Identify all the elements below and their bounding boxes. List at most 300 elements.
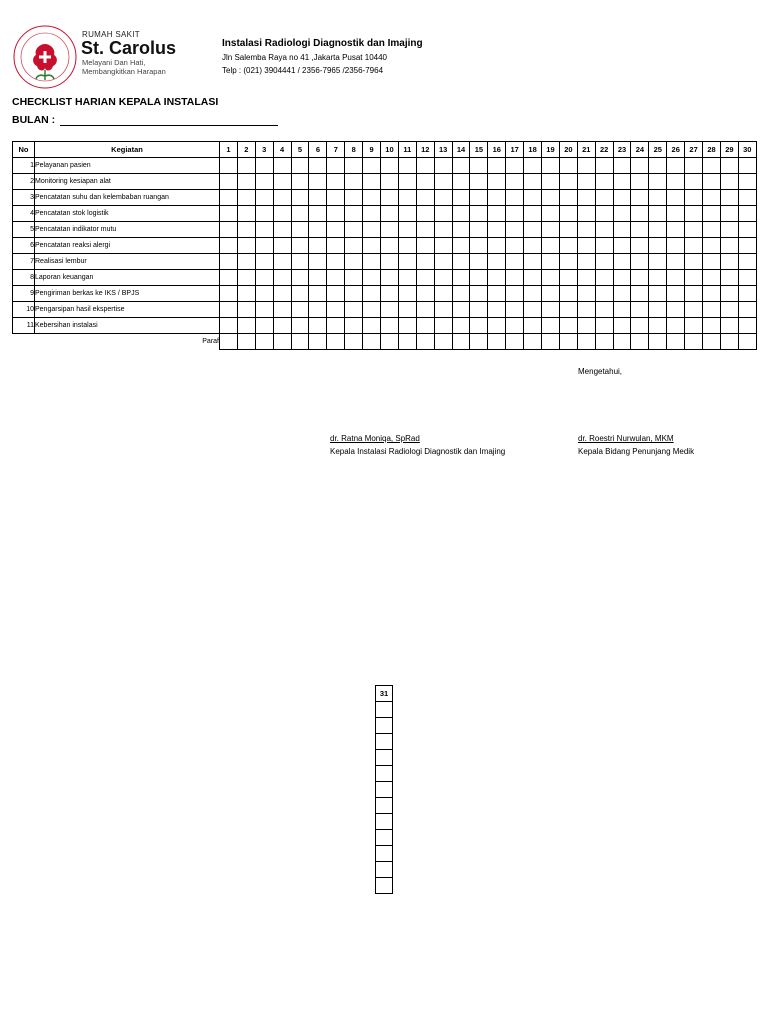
check-cell[interactable] bbox=[345, 286, 363, 302]
check-cell[interactable] bbox=[416, 206, 434, 222]
check-cell[interactable] bbox=[595, 222, 613, 238]
check-cell[interactable] bbox=[398, 158, 416, 174]
check-cell[interactable] bbox=[273, 238, 291, 254]
check-cell[interactable] bbox=[273, 158, 291, 174]
check-cell[interactable] bbox=[703, 286, 721, 302]
check-cell[interactable] bbox=[595, 254, 613, 270]
check-cell[interactable] bbox=[542, 318, 560, 334]
paraf-cell[interactable] bbox=[273, 334, 291, 350]
check-cell[interactable] bbox=[542, 238, 560, 254]
check-cell[interactable] bbox=[381, 270, 399, 286]
check-cell[interactable] bbox=[291, 270, 309, 286]
check-cell[interactable] bbox=[220, 270, 238, 286]
check-cell[interactable] bbox=[416, 238, 434, 254]
paraf-cell[interactable] bbox=[309, 334, 327, 350]
check-cell[interactable] bbox=[685, 222, 703, 238]
check-cell[interactable] bbox=[577, 206, 595, 222]
check-cell[interactable] bbox=[667, 302, 685, 318]
paraf-cell[interactable] bbox=[381, 334, 399, 350]
check-cell[interactable] bbox=[452, 222, 470, 238]
day-31-cell[interactable] bbox=[376, 750, 393, 766]
check-cell[interactable] bbox=[237, 254, 255, 270]
paraf-cell[interactable] bbox=[434, 334, 452, 350]
check-cell[interactable] bbox=[488, 222, 506, 238]
check-cell[interactable] bbox=[524, 302, 542, 318]
check-cell[interactable] bbox=[363, 270, 381, 286]
check-cell[interactable] bbox=[434, 254, 452, 270]
check-cell[interactable] bbox=[452, 190, 470, 206]
check-cell[interactable] bbox=[667, 222, 685, 238]
check-cell[interactable] bbox=[506, 190, 524, 206]
check-cell[interactable] bbox=[703, 222, 721, 238]
check-cell[interactable] bbox=[649, 174, 667, 190]
check-cell[interactable] bbox=[649, 318, 667, 334]
check-cell[interactable] bbox=[685, 206, 703, 222]
check-cell[interactable] bbox=[470, 238, 488, 254]
check-cell[interactable] bbox=[327, 206, 345, 222]
check-cell[interactable] bbox=[488, 190, 506, 206]
check-cell[interactable] bbox=[381, 302, 399, 318]
check-cell[interactable] bbox=[524, 254, 542, 270]
check-cell[interactable] bbox=[631, 254, 649, 270]
check-cell[interactable] bbox=[542, 222, 560, 238]
check-cell[interactable] bbox=[488, 318, 506, 334]
check-cell[interactable] bbox=[667, 238, 685, 254]
check-cell[interactable] bbox=[470, 222, 488, 238]
paraf-cell[interactable] bbox=[416, 334, 434, 350]
day-31-cell[interactable] bbox=[376, 814, 393, 830]
check-cell[interactable] bbox=[542, 254, 560, 270]
check-cell[interactable] bbox=[488, 286, 506, 302]
check-cell[interactable] bbox=[363, 222, 381, 238]
check-cell[interactable] bbox=[291, 318, 309, 334]
check-cell[interactable] bbox=[720, 238, 738, 254]
check-cell[interactable] bbox=[237, 174, 255, 190]
check-cell[interactable] bbox=[416, 174, 434, 190]
check-cell[interactable] bbox=[559, 158, 577, 174]
check-cell[interactable] bbox=[488, 206, 506, 222]
check-cell[interactable] bbox=[381, 318, 399, 334]
check-cell[interactable] bbox=[309, 254, 327, 270]
check-cell[interactable] bbox=[291, 190, 309, 206]
check-cell[interactable] bbox=[595, 286, 613, 302]
check-cell[interactable] bbox=[631, 222, 649, 238]
check-cell[interactable] bbox=[613, 302, 631, 318]
check-cell[interactable] bbox=[398, 174, 416, 190]
check-cell[interactable] bbox=[345, 158, 363, 174]
check-cell[interactable] bbox=[327, 254, 345, 270]
check-cell[interactable] bbox=[667, 254, 685, 270]
check-cell[interactable] bbox=[220, 158, 238, 174]
check-cell[interactable] bbox=[416, 302, 434, 318]
check-cell[interactable] bbox=[237, 302, 255, 318]
paraf-cell[interactable] bbox=[631, 334, 649, 350]
check-cell[interactable] bbox=[738, 158, 756, 174]
check-cell[interactable] bbox=[255, 238, 273, 254]
check-cell[interactable] bbox=[506, 254, 524, 270]
check-cell[interactable] bbox=[220, 222, 238, 238]
check-cell[interactable] bbox=[506, 302, 524, 318]
check-cell[interactable] bbox=[345, 222, 363, 238]
check-cell[interactable] bbox=[309, 238, 327, 254]
check-cell[interactable] bbox=[649, 190, 667, 206]
check-cell[interactable] bbox=[345, 206, 363, 222]
check-cell[interactable] bbox=[542, 190, 560, 206]
check-cell[interactable] bbox=[381, 238, 399, 254]
check-cell[interactable] bbox=[595, 270, 613, 286]
check-cell[interactable] bbox=[470, 158, 488, 174]
check-cell[interactable] bbox=[738, 238, 756, 254]
paraf-cell[interactable] bbox=[738, 334, 756, 350]
check-cell[interactable] bbox=[220, 286, 238, 302]
check-cell[interactable] bbox=[631, 286, 649, 302]
check-cell[interactable] bbox=[595, 206, 613, 222]
check-cell[interactable] bbox=[398, 270, 416, 286]
check-cell[interactable] bbox=[237, 222, 255, 238]
check-cell[interactable] bbox=[738, 254, 756, 270]
check-cell[interactable] bbox=[720, 286, 738, 302]
check-cell[interactable] bbox=[381, 222, 399, 238]
check-cell[interactable] bbox=[470, 318, 488, 334]
check-cell[interactable] bbox=[559, 238, 577, 254]
check-cell[interactable] bbox=[363, 238, 381, 254]
check-cell[interactable] bbox=[524, 270, 542, 286]
paraf-cell[interactable] bbox=[559, 334, 577, 350]
check-cell[interactable] bbox=[613, 254, 631, 270]
check-cell[interactable] bbox=[327, 222, 345, 238]
check-cell[interactable] bbox=[595, 158, 613, 174]
check-cell[interactable] bbox=[381, 190, 399, 206]
check-cell[interactable] bbox=[345, 238, 363, 254]
check-cell[interactable] bbox=[685, 286, 703, 302]
check-cell[interactable] bbox=[577, 318, 595, 334]
check-cell[interactable] bbox=[327, 318, 345, 334]
check-cell[interactable] bbox=[720, 174, 738, 190]
check-cell[interactable] bbox=[703, 190, 721, 206]
check-cell[interactable] bbox=[524, 206, 542, 222]
check-cell[interactable] bbox=[345, 254, 363, 270]
check-cell[interactable] bbox=[434, 206, 452, 222]
check-cell[interactable] bbox=[363, 318, 381, 334]
day-31-cell[interactable] bbox=[376, 862, 393, 878]
check-cell[interactable] bbox=[291, 254, 309, 270]
check-cell[interactable] bbox=[398, 238, 416, 254]
paraf-cell[interactable] bbox=[542, 334, 560, 350]
check-cell[interactable] bbox=[309, 190, 327, 206]
paraf-cell[interactable] bbox=[720, 334, 738, 350]
check-cell[interactable] bbox=[345, 190, 363, 206]
check-cell[interactable] bbox=[738, 302, 756, 318]
paraf-cell[interactable] bbox=[398, 334, 416, 350]
check-cell[interactable] bbox=[524, 318, 542, 334]
check-cell[interactable] bbox=[416, 158, 434, 174]
check-cell[interactable] bbox=[631, 174, 649, 190]
day-31-cell[interactable] bbox=[376, 702, 393, 718]
check-cell[interactable] bbox=[559, 190, 577, 206]
check-cell[interactable] bbox=[649, 302, 667, 318]
check-cell[interactable] bbox=[595, 174, 613, 190]
check-cell[interactable] bbox=[309, 318, 327, 334]
check-cell[interactable] bbox=[220, 174, 238, 190]
day-31-cell[interactable] bbox=[376, 734, 393, 750]
check-cell[interactable] bbox=[577, 286, 595, 302]
check-cell[interactable] bbox=[398, 254, 416, 270]
check-cell[interactable] bbox=[649, 206, 667, 222]
check-cell[interactable] bbox=[667, 318, 685, 334]
check-cell[interactable] bbox=[631, 302, 649, 318]
check-cell[interactable] bbox=[667, 174, 685, 190]
check-cell[interactable] bbox=[345, 302, 363, 318]
check-cell[interactable] bbox=[613, 286, 631, 302]
check-cell[interactable] bbox=[577, 270, 595, 286]
check-cell[interactable] bbox=[398, 318, 416, 334]
check-cell[interactable] bbox=[542, 302, 560, 318]
check-cell[interactable] bbox=[470, 174, 488, 190]
check-cell[interactable] bbox=[738, 174, 756, 190]
check-cell[interactable] bbox=[720, 206, 738, 222]
check-cell[interactable] bbox=[613, 318, 631, 334]
paraf-cell[interactable] bbox=[237, 334, 255, 350]
check-cell[interactable] bbox=[613, 174, 631, 190]
check-cell[interactable] bbox=[452, 302, 470, 318]
check-cell[interactable] bbox=[345, 270, 363, 286]
check-cell[interactable] bbox=[309, 158, 327, 174]
check-cell[interactable] bbox=[524, 174, 542, 190]
check-cell[interactable] bbox=[703, 206, 721, 222]
check-cell[interactable] bbox=[559, 254, 577, 270]
check-cell[interactable] bbox=[327, 174, 345, 190]
check-cell[interactable] bbox=[649, 222, 667, 238]
check-cell[interactable] bbox=[398, 190, 416, 206]
check-cell[interactable] bbox=[685, 318, 703, 334]
check-cell[interactable] bbox=[559, 206, 577, 222]
check-cell[interactable] bbox=[577, 302, 595, 318]
check-cell[interactable] bbox=[631, 270, 649, 286]
check-cell[interactable] bbox=[524, 286, 542, 302]
check-cell[interactable] bbox=[363, 158, 381, 174]
check-cell[interactable] bbox=[667, 190, 685, 206]
check-cell[interactable] bbox=[452, 174, 470, 190]
check-cell[interactable] bbox=[363, 254, 381, 270]
check-cell[interactable] bbox=[452, 158, 470, 174]
check-cell[interactable] bbox=[720, 270, 738, 286]
check-cell[interactable] bbox=[381, 158, 399, 174]
check-cell[interactable] bbox=[703, 174, 721, 190]
paraf-cell[interactable] bbox=[595, 334, 613, 350]
check-cell[interactable] bbox=[416, 254, 434, 270]
check-cell[interactable] bbox=[273, 206, 291, 222]
check-cell[interactable] bbox=[363, 206, 381, 222]
check-cell[interactable] bbox=[559, 318, 577, 334]
check-cell[interactable] bbox=[595, 190, 613, 206]
check-cell[interactable] bbox=[381, 254, 399, 270]
check-cell[interactable] bbox=[631, 318, 649, 334]
check-cell[interactable] bbox=[577, 238, 595, 254]
day-31-cell[interactable] bbox=[376, 718, 393, 734]
check-cell[interactable] bbox=[577, 222, 595, 238]
check-cell[interactable] bbox=[559, 302, 577, 318]
check-cell[interactable] bbox=[237, 158, 255, 174]
check-cell[interactable] bbox=[452, 286, 470, 302]
check-cell[interactable] bbox=[506, 206, 524, 222]
check-cell[interactable] bbox=[613, 270, 631, 286]
paraf-cell[interactable] bbox=[291, 334, 309, 350]
check-cell[interactable] bbox=[327, 158, 345, 174]
check-cell[interactable] bbox=[649, 254, 667, 270]
check-cell[interactable] bbox=[506, 238, 524, 254]
check-cell[interactable] bbox=[255, 190, 273, 206]
check-cell[interactable] bbox=[577, 254, 595, 270]
check-cell[interactable] bbox=[381, 286, 399, 302]
paraf-cell[interactable] bbox=[667, 334, 685, 350]
check-cell[interactable] bbox=[720, 254, 738, 270]
paraf-cell[interactable] bbox=[345, 334, 363, 350]
check-cell[interactable] bbox=[667, 270, 685, 286]
check-cell[interactable] bbox=[506, 318, 524, 334]
check-cell[interactable] bbox=[631, 158, 649, 174]
check-cell[interactable] bbox=[738, 318, 756, 334]
check-cell[interactable] bbox=[506, 270, 524, 286]
check-cell[interactable] bbox=[434, 302, 452, 318]
check-cell[interactable] bbox=[291, 238, 309, 254]
check-cell[interactable] bbox=[685, 190, 703, 206]
check-cell[interactable] bbox=[327, 286, 345, 302]
check-cell[interactable] bbox=[738, 222, 756, 238]
check-cell[interactable] bbox=[309, 206, 327, 222]
check-cell[interactable] bbox=[703, 302, 721, 318]
check-cell[interactable] bbox=[220, 206, 238, 222]
check-cell[interactable] bbox=[416, 318, 434, 334]
check-cell[interactable] bbox=[685, 302, 703, 318]
paraf-cell[interactable] bbox=[255, 334, 273, 350]
paraf-cell[interactable] bbox=[613, 334, 631, 350]
day-31-cell[interactable] bbox=[376, 878, 393, 894]
check-cell[interactable] bbox=[255, 270, 273, 286]
check-cell[interactable] bbox=[703, 318, 721, 334]
check-cell[interactable] bbox=[703, 254, 721, 270]
check-cell[interactable] bbox=[577, 190, 595, 206]
check-cell[interactable] bbox=[738, 286, 756, 302]
check-cell[interactable] bbox=[452, 254, 470, 270]
check-cell[interactable] bbox=[524, 238, 542, 254]
paraf-cell[interactable] bbox=[524, 334, 542, 350]
check-cell[interactable] bbox=[577, 174, 595, 190]
check-cell[interactable] bbox=[291, 222, 309, 238]
check-cell[interactable] bbox=[488, 302, 506, 318]
check-cell[interactable] bbox=[309, 302, 327, 318]
check-cell[interactable] bbox=[291, 206, 309, 222]
check-cell[interactable] bbox=[416, 286, 434, 302]
check-cell[interactable] bbox=[542, 206, 560, 222]
check-cell[interactable] bbox=[273, 270, 291, 286]
check-cell[interactable] bbox=[363, 286, 381, 302]
check-cell[interactable] bbox=[720, 222, 738, 238]
check-cell[interactable] bbox=[649, 286, 667, 302]
check-cell[interactable] bbox=[452, 270, 470, 286]
check-cell[interactable] bbox=[220, 190, 238, 206]
day-31-cell[interactable] bbox=[376, 766, 393, 782]
check-cell[interactable] bbox=[416, 222, 434, 238]
check-cell[interactable] bbox=[506, 158, 524, 174]
check-cell[interactable] bbox=[559, 286, 577, 302]
check-cell[interactable] bbox=[470, 286, 488, 302]
check-cell[interactable] bbox=[559, 222, 577, 238]
check-cell[interactable] bbox=[255, 206, 273, 222]
check-cell[interactable] bbox=[237, 190, 255, 206]
check-cell[interactable] bbox=[327, 302, 345, 318]
check-cell[interactable] bbox=[452, 318, 470, 334]
check-cell[interactable] bbox=[398, 206, 416, 222]
check-cell[interactable] bbox=[363, 302, 381, 318]
check-cell[interactable] bbox=[434, 318, 452, 334]
check-cell[interactable] bbox=[488, 254, 506, 270]
check-cell[interactable] bbox=[291, 174, 309, 190]
check-cell[interactable] bbox=[685, 174, 703, 190]
check-cell[interactable] bbox=[255, 318, 273, 334]
check-cell[interactable] bbox=[613, 206, 631, 222]
check-cell[interactable] bbox=[452, 206, 470, 222]
check-cell[interactable] bbox=[273, 222, 291, 238]
check-cell[interactable] bbox=[470, 302, 488, 318]
check-cell[interactable] bbox=[470, 270, 488, 286]
check-cell[interactable] bbox=[398, 222, 416, 238]
check-cell[interactable] bbox=[291, 302, 309, 318]
check-cell[interactable] bbox=[452, 238, 470, 254]
check-cell[interactable] bbox=[327, 270, 345, 286]
paraf-cell[interactable] bbox=[577, 334, 595, 350]
check-cell[interactable] bbox=[488, 174, 506, 190]
paraf-cell[interactable] bbox=[649, 334, 667, 350]
day-31-cell[interactable] bbox=[376, 846, 393, 862]
check-cell[interactable] bbox=[559, 174, 577, 190]
check-cell[interactable] bbox=[416, 190, 434, 206]
check-cell[interactable] bbox=[649, 158, 667, 174]
check-cell[interactable] bbox=[345, 174, 363, 190]
check-cell[interactable] bbox=[703, 158, 721, 174]
check-cell[interactable] bbox=[613, 158, 631, 174]
check-cell[interactable] bbox=[398, 286, 416, 302]
check-cell[interactable] bbox=[649, 238, 667, 254]
check-cell[interactable] bbox=[524, 190, 542, 206]
check-cell[interactable] bbox=[470, 190, 488, 206]
paraf-cell[interactable] bbox=[703, 334, 721, 350]
check-cell[interactable] bbox=[255, 174, 273, 190]
check-cell[interactable] bbox=[649, 270, 667, 286]
check-cell[interactable] bbox=[434, 238, 452, 254]
check-cell[interactable] bbox=[577, 158, 595, 174]
check-cell[interactable] bbox=[398, 302, 416, 318]
check-cell[interactable] bbox=[220, 302, 238, 318]
check-cell[interactable] bbox=[738, 190, 756, 206]
check-cell[interactable] bbox=[434, 222, 452, 238]
check-cell[interactable] bbox=[542, 286, 560, 302]
paraf-cell[interactable] bbox=[220, 334, 238, 350]
day-31-cell[interactable] bbox=[376, 798, 393, 814]
check-cell[interactable] bbox=[685, 238, 703, 254]
check-cell[interactable] bbox=[595, 238, 613, 254]
check-cell[interactable] bbox=[488, 238, 506, 254]
check-cell[interactable] bbox=[309, 222, 327, 238]
check-cell[interactable] bbox=[720, 318, 738, 334]
check-cell[interactable] bbox=[703, 238, 721, 254]
check-cell[interactable] bbox=[542, 158, 560, 174]
check-cell[interactable] bbox=[667, 206, 685, 222]
check-cell[interactable] bbox=[237, 206, 255, 222]
check-cell[interactable] bbox=[613, 190, 631, 206]
check-cell[interactable] bbox=[506, 286, 524, 302]
check-cell[interactable] bbox=[488, 158, 506, 174]
check-cell[interactable] bbox=[345, 318, 363, 334]
